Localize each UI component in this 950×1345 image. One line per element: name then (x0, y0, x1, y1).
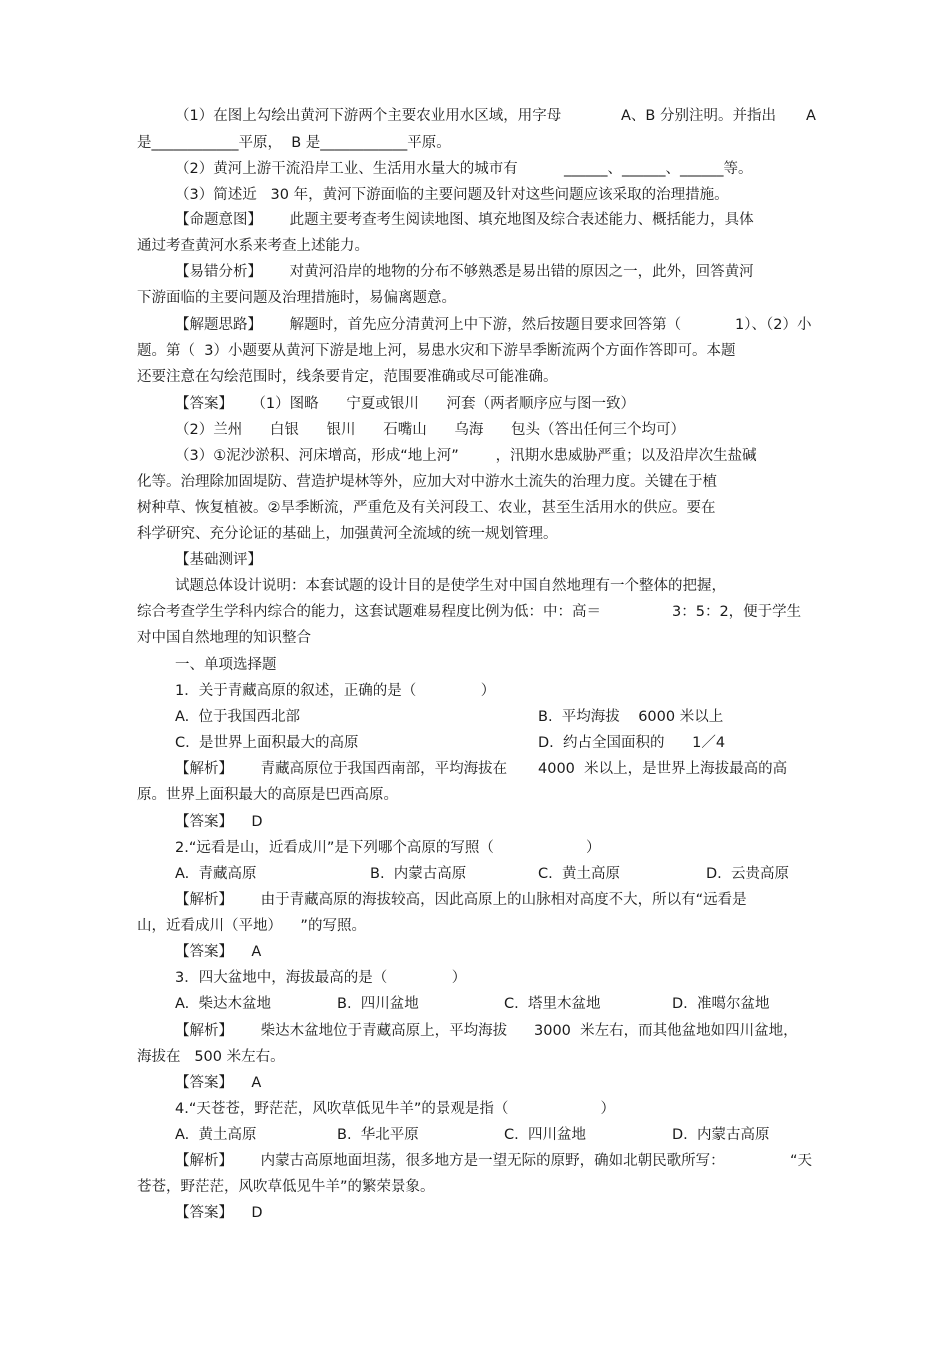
text-line: 是____________平原， B 是____________平原。 (137, 135, 451, 151)
text-line: C. 塔里木盆地 (504, 996, 601, 1012)
text-line: B. 四川盆地 (337, 996, 419, 1012)
text-line: 3．四大盆地中，海拔最高的是（ ） (175, 970, 467, 986)
text-line: C. 黄土高原 (538, 866, 620, 882)
text-line: 【答案】 A (175, 1075, 262, 1091)
text-line: 【答案】 D (175, 1205, 263, 1221)
text-line: 【命题意图】 此题主要考查考生阅读地图、填充地图及综合表述能力、概括能力，具体 (175, 212, 754, 228)
text-line: D. 云贵高原 (706, 866, 789, 882)
text-line: 3：5：2，便于学生 (672, 604, 802, 620)
text-line: D. 内蒙古高原 (672, 1127, 770, 1143)
text-line: 【解题思路】 解题时，首先应分清黄河上中下游，然后按题目要求回答第（ (175, 317, 682, 333)
text-line: 还要注意在勾绘范围时，线条要肯定，范围要准确或尽可能准确。 (137, 369, 558, 385)
text-line: “天 (790, 1153, 813, 1169)
text-line: 【答案】 A (175, 944, 262, 960)
text-line: 【解析】 内蒙古高原地面坦荡，很多地方是一望无际的原野，确如北朝民歌所写： (175, 1153, 725, 1169)
text-line: 【解析】 青藏高原位于我国西南部，平均海拔在 (175, 761, 508, 777)
text-line: 通过考查黄河水系来考查上述能力。 (137, 238, 369, 254)
text-line: 山，近看成川（平地） ”的写照。 (137, 918, 366, 934)
text-line: 【答案】 （1）图略 宁夏或银川 河套（两者顺序应与图一致） (175, 396, 635, 412)
text-line: 【易错分析】 对黄河沿岸的地物的分布不够熟悉是易出错的原因之一，此外，回答黄河 (175, 264, 754, 280)
text-line: A. 位于我国西北部 (175, 709, 300, 725)
text-line: 科学研究、充分论证的基础上，加强黄河全流域的统一规划管理。 (137, 526, 558, 542)
text-line: 综合考查学生学科内综合的能力，这套试题难易程度比例为低：中：高＝ (137, 604, 601, 620)
text-line: （3）简述近 30 年，黄河下游面临的主要问题及针对这些问题应该采取的治理措施。 (175, 187, 729, 203)
text-line: （2）黄河上游干流沿岸工业、生活用水量大的城市有 (175, 161, 518, 177)
text-line: 【基础测评】 (175, 552, 262, 568)
text-line: 苍苍，野茫茫，风吹草低见牛羊”的繁荣景象。 (137, 1179, 435, 1195)
text-line: B. 平均海拔 6000 米以上 (538, 709, 724, 725)
text-line: 4000 米以上，是世界上海拔最高的高 (538, 761, 788, 777)
text-line: 原。世界上面积最大的高原是巴西高原。 (137, 787, 398, 803)
text-line: 树种草、恢复植被。②旱季断流，严重危及有关河段工、农业，甚至生活用水的供应。要在 (137, 500, 716, 516)
text-line: 【解析】 由于青藏高原的海拔较高，因此高原上的山脉相对高度不大，所以有“远看是 (175, 892, 747, 908)
text-line: （3）①泥沙淤积、河床增高，形成“地上河” ，汛期水患威胁严重；以及沿岸次生盐碱 (175, 448, 757, 464)
text-line: ______、______、______等。 (564, 161, 753, 177)
text-line: 对中国自然地理的知识整合 (137, 630, 311, 646)
text-line: 3000 米左右，而其他盆地如四川盆地， (534, 1023, 798, 1039)
text-line: B. 内蒙古高原 (370, 866, 467, 882)
text-line: A (806, 108, 816, 124)
text-line: 下游面临的主要问题及治理措施时，易偏离题意。 (137, 290, 456, 306)
text-line: C. 四川盆地 (504, 1127, 586, 1143)
text-line: （2）兰州 白银 银川 石嘴山 乌海 包头（答出任何三个均可） (175, 422, 685, 438)
text-line: 【答案】 D (175, 814, 263, 830)
text-line: A. 柴达木盆地 (175, 996, 271, 1012)
text-line: 1．关于青藏高原的叙述，正确的是（ ） (175, 683, 496, 699)
text-line: C. 是世界上面积最大的高原 (175, 735, 359, 751)
text-line: 试题总体设计说明：本套试题的设计目的是使学生对中国自然地理有一个整体的把握， (175, 578, 726, 594)
text-line: 4.“天苍苍，野茫茫，风吹草低见牛羊”的景观是指（ ） (175, 1101, 616, 1117)
text-line: D. 准噶尔盆地 (672, 996, 770, 1012)
text-line: 海拔在 500 米左右。 (137, 1049, 285, 1065)
text-line: A、B 分别注明。并指出 (621, 108, 776, 124)
text-line: 【解析】 柴达木盆地位于青藏高原上，平均海拔 (175, 1023, 508, 1039)
text-line: A. 青藏高原 (175, 866, 257, 882)
text-line: 2.“远看是山，近看成川”是下列哪个高原的写照（ ） (175, 840, 601, 856)
text-line: 一、单项选择题 (175, 657, 277, 673)
text-line: B. 华北平原 (337, 1127, 419, 1143)
text-line: （1）在图上勾绘出黄河下游两个主要农业用水区域，用字母 (175, 108, 562, 124)
text-line: 题。第（ 3）小题要从黄河下游是地上河，易患水灾和下游旱季断流两个方面作答即可。本题 (137, 343, 736, 359)
text-line: D. 约占全国面积的 1／4 (538, 735, 726, 751)
text-line: A. 黄土高原 (175, 1127, 257, 1143)
text-line: 化等。治理除加固堤防、营造护堤林等外，应加大对中游水土流失的治理力度。关键在于植 (137, 474, 717, 490)
text-line: 1）、（2）小 (735, 317, 812, 333)
